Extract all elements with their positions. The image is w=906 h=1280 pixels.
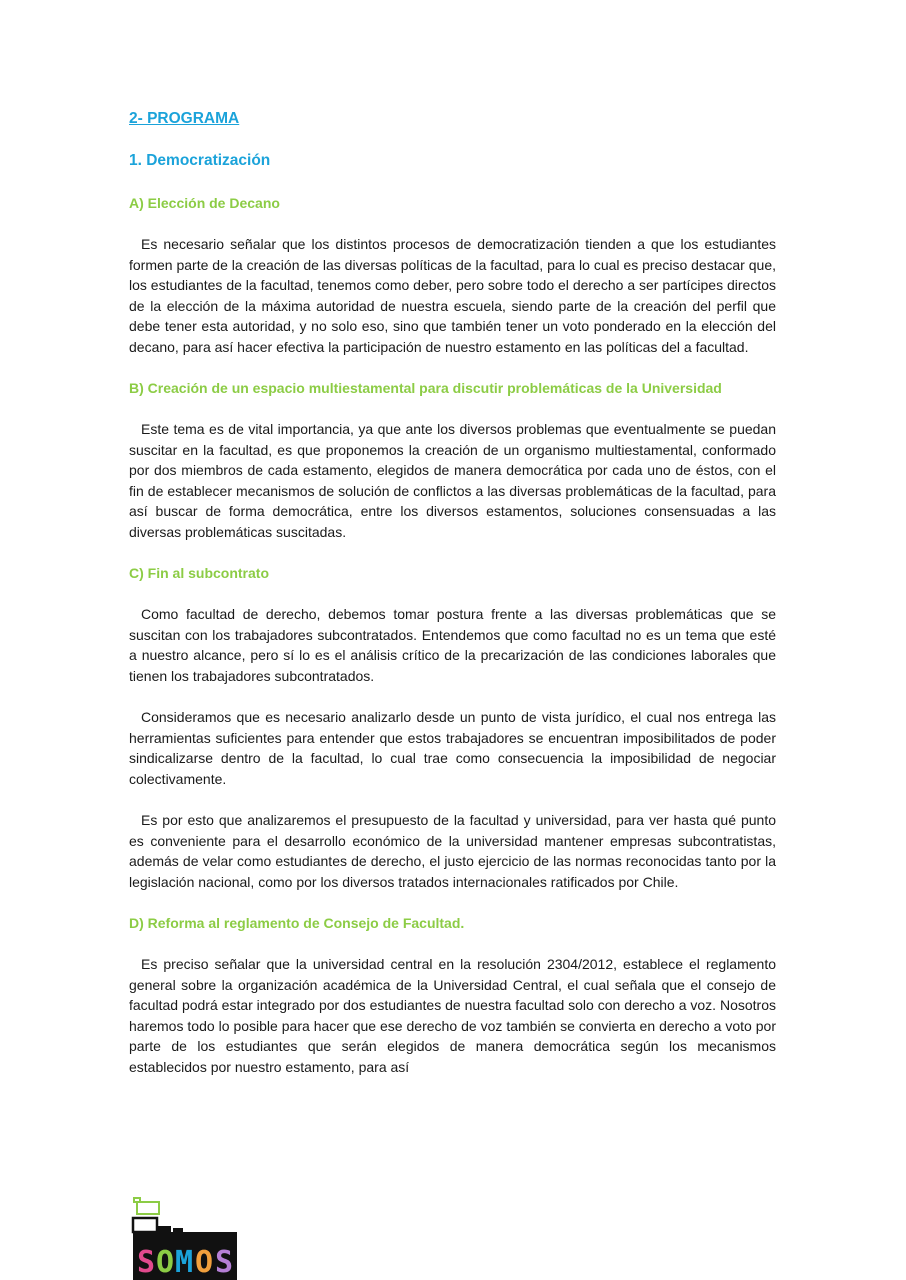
svg-text:O: O [195, 1245, 214, 1280]
paragraph-reforma-consejo: Es preciso señalar que la universidad central en la resolución 2304/2012, establece el reglamento general sobre la organización académica de la Universidad Central, el cual señala que el consejo de facultad podrá estar integrado por dos estudiantes de nuestra facultad solo con derecho a voz. Nosotros haremos todo lo posible para hacer que ese derecho de voz también se convierta en derecho a voto por parte de los estudiantes que serán elegidos de manera democrática según los mecanismos establecidos por nuestro estamento, para así [129, 956, 776, 1075]
somos-logo [129, 1196, 239, 1280]
section-heading-democratizacion: 1. Democratización [129, 152, 271, 169]
subheading-reforma-consejo: D) Reforma al reglamento de Consejo de Facultad. [129, 915, 465, 931]
paragraph-subcontrato-2: Consideramos que es necesario analizarlo desde un punto de vista jurídico, el cual nos entrega las herramientas suficientes para entender que estos trabajadores se encuentran imposibilitados de poder sindicalizarse dentro de la facultad, lo cual trae como consecuencia la imposibilidad de negociar colectivamente. [129, 709, 776, 787]
subheading-fin-subcontrato: C) Fin al subcontrato [129, 565, 269, 581]
program-heading: 2- PROGRAMA [129, 110, 240, 127]
svg-text:S: S [215, 1245, 234, 1280]
svg-text:O: O [156, 1245, 175, 1280]
document-page [129, 108, 776, 1077]
svg-text:M: M [175, 1245, 194, 1280]
paragraph-subcontrato-1: Como facultad de derecho, debemos tomar postura frente a las diversas problemáticas que se suscitan con los trabajadores subcontratados. Entendemos que como facultad no es un tema que esté a nuestro alcance, pero sí lo es el análisis crítico de la precarización de las condiciones laborales que tienen los trabajadores subcontratados. [129, 606, 776, 684]
paragraph-eleccion-decano: Es necesario señalar que los distintos procesos de democratización tienden a que los estudiantes formen parte de la creación de las diversas políticas de la facultad, para lo cual es preciso destacar que, los estudiantes de la facultad, tenemos como deber, pero sobre todo el derecho a ser partícipes directos de la elección de la máxima autoridad de nuestra escuela, siendo parte de la creación del perfil que debe tener esta autoridad, y no solo eso, sino que también tener un voto ponderado en la elección del decano, para así hacer efectiva la participación de nuestro estamento en las políticas del a facultad. [129, 236, 776, 355]
subheading-espacio-multiestamental: B) Creación de un espacio multiestamental para discutir problemáticas de la Universidad [129, 380, 722, 396]
paragraph-subcontrato-3: Es por esto que analizaremos el presupuesto de la facultad y universidad, para ver hasta qué punto es conveniente para el desarrollo económico de la universidad mantener empresas subcontratistas, además de velar como estudiantes de derecho, el justo ejercicio de las normas reconocidas tanto por la legislación nacional, como por los diversos tratados internacionales ratificados por Chile. [129, 812, 776, 890]
subheading-eleccion-decano: A) Elección de Decano [129, 195, 280, 211]
paragraph-espacio-multiestamental: Este tema es de vital importancia, ya que ante los diversos problemas que eventualmente se puedan suscitar en la facultad, es que proponemos la creación de un organismo multiestamental, conformado por dos miembros de cada estamento, elegidos de manera democrática por cada uno de éstos, con el fin de establecer mecanismos de solución de conflictos a las diversas problemáticas de la facultad, para así buscar de forma democrática, entre los diversos estamentos, soluciones consensuadas a las diversas problemáticas suscitadas. [129, 421, 776, 540]
svg-text:S: S [137, 1245, 156, 1280]
